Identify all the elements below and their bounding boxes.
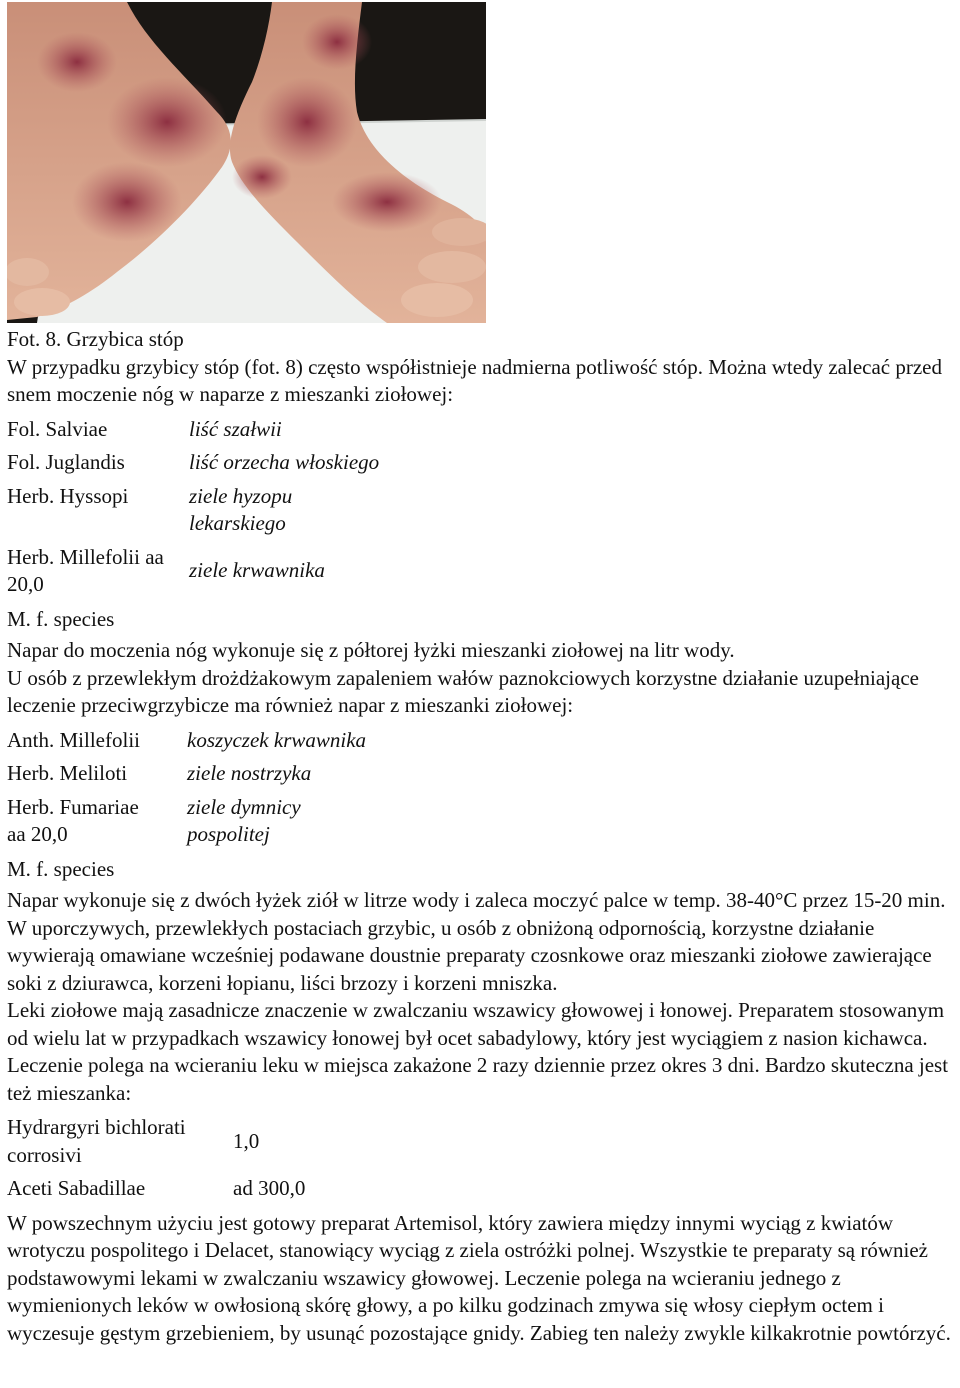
recipe-2-latin: Anth. Millefolii [7,727,140,752]
foot-photo [7,2,486,323]
paragraph-5: W uporczywych, przewlekłych postaciach grzybic, u osób z obniżoną odpornością, korzystne działanie wywierają omawiane wcześniej podawane doustnie preparaty czosnkowe oraz mieszanki ziołowe zawierające soki z dziurawca, korzeni łopianu, liści brzozy i korzeni mniszka. [7,915,932,995]
recipe-1-latin: Herb. Millefolii aa 20,0 [7,544,164,596]
recipe-1-polish: ziele krwawnika [189,558,325,583]
recipe-1-polish: liść szałwii [189,416,282,441]
recipe-3-table [7,1111,957,1206]
paragraph-2: Napar do moczenia nóg wykonuje się z półtorej łyżki mieszanki ziołowej na litr wody. [7,638,735,662]
paragraph-1: W przypadku grzybicy stóp (fot. 8) często współistnieje nadmierna potliwość stóp. Można wtedy zalecać przed snem moczenie nóg w naparze z mieszanki ziołowej: [7,354,942,406]
recipe-2-latin: Herb. Meliloti [7,761,128,785]
paragraph-6: Leki ziołowe mają zasadnicze znaczenie w zwalczaniu wszawicy głowowej i łonowej. Preparatem stosowanym od wielu lat w przypadkach wszawicy łonowej był ocet sabadylowy, który jest wyciągiem z nasion kichawca. Leczenie polega na wcieraniu leku w miejsca zakażone 2 razy dziennie przez okres 3 dni. Bardzo skuteczna jest też mieszanka: [7,998,949,1105]
recipe-2-polish: koszyczek krwawnika [187,727,367,752]
recipe-2-latin: Herb. Fumariae aa 20,0 [7,794,139,846]
foot-photo-image [7,2,486,323]
recipe-3-amount: ad 300,0 [233,1176,306,1200]
recipe-1-latin: Herb. Hyssopi [7,483,129,508]
paragraph-3: U osób z przewlekłym drożdżakowym zapaleniem wałów paznokciowych korzystne działanie uzupełniające leczenie przeciwgrzybicze ma również napar z mieszanki ziołowej: [7,665,919,717]
recipe-1-polish: ziele hyzopu lekarskiego [189,483,293,535]
recipe-2-polish: ziele nostrzyka [187,761,312,785]
recipe-1-latin: Fol. Salviae [7,416,108,441]
recipe-2-footer: M. f. species [7,856,115,881]
recipe-3-ingredient: Aceti Sabadillae [7,1176,146,1200]
recipe-2-polish: ziele dymnicy pospolitej [187,794,301,846]
paragraph-4: Napar wykonuje się z dwóch łyżek ziół w litrze wody i zaleca moczyć palce w temp. 38-40°C przez 15-20 min. [7,888,946,912]
document-body [7,326,957,1347]
recipe-1-table [7,413,957,602]
recipe-1-latin: Fol. Juglandis [7,450,125,474]
recipe-1-polish: liść orzecha włoskiego [189,450,380,474]
paragraph-7: W powszechnym użyciu jest gotowy preparat Artemisol, który zawiera między innymi wyciąg z kwiatów wrotyczu pospolitego i Delacet, stanowiący wyciąg z ziela ostróżki polnej. Wszystkie te preparaty są również podstawowymi lekami w zwalczaniu wszawicy głowowej. Leczenie polega na wcieraniu jednego z wymienionych leków w owłosioną skórę głowy, a po kilku godzinach zmywa się włosy ciepłym octem i wyczesuje gęstym grzebieniem, by usunąć pozostające gnidy. Zabieg ten należy zwykle kilkakrotnie powtórzyć. [7,1210,951,1345]
recipe-2-table [7,724,957,852]
recipe-1-footer: M. f. species [7,606,115,631]
recipe-3-amount: 1,0 [233,1128,260,1153]
photo-caption: Fot. 8. Grzybica stóp [7,327,184,351]
recipe-3-ingredient: Hydrargyri bichlorati corrosivi [7,1115,186,1167]
